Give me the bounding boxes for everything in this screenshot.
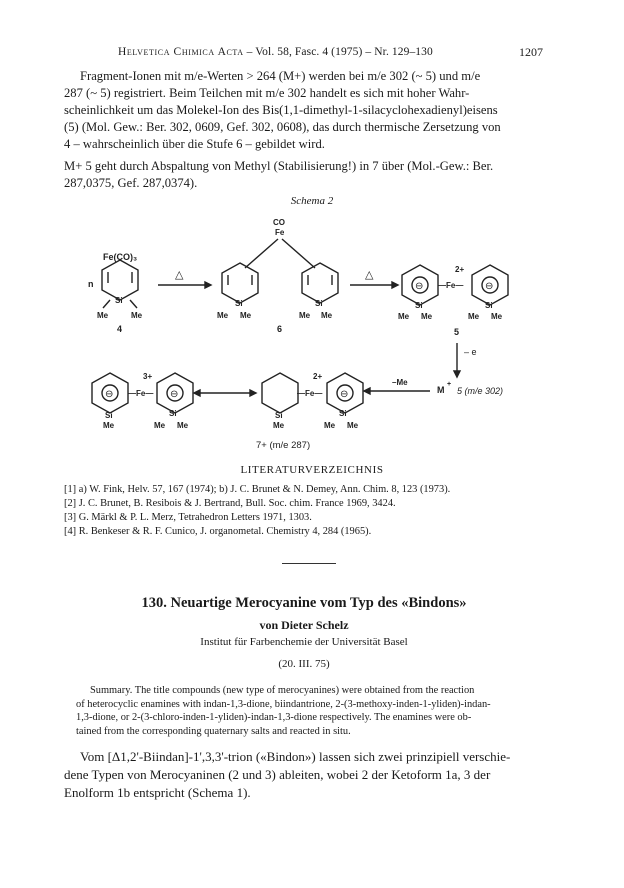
- si-label: Si: [115, 296, 123, 305]
- journal-name: Helvetica Chimica Acta: [118, 46, 244, 58]
- si-label: Si: [105, 411, 113, 420]
- charge-2plus: 2+: [455, 265, 465, 274]
- charge-2plus: 2+: [313, 372, 323, 381]
- reference-item: [3] G. Märkl & P. L. Merz, Tetrahedron Letters 1971, 1303.: [64, 512, 312, 523]
- me-label: Me: [154, 421, 166, 430]
- me-label: Me: [177, 421, 189, 430]
- heat-delta-symbol: △: [365, 269, 374, 281]
- article-institute: Institut für Farbenchemie der Universität Basel: [200, 636, 408, 648]
- me-label: Me: [491, 312, 503, 321]
- compound-4-label: 4: [117, 324, 123, 334]
- si-label: Si: [235, 299, 243, 308]
- fe-label: Fe: [275, 228, 285, 237]
- me-label: Me: [347, 421, 359, 430]
- compound-7-structure-a: [262, 372, 363, 430]
- anion-symbol: ⊖: [415, 281, 424, 292]
- compound-5-label: 5: [454, 327, 460, 337]
- co-label: CO: [273, 218, 285, 227]
- compound-5-mass-label: 5 (m/e 302): [457, 386, 504, 396]
- compound-6-structure: [217, 218, 338, 334]
- summary: [76, 684, 533, 738]
- text-line: Enolform 1b entspricht (Schema 1).: [64, 785, 251, 800]
- si-label: Si: [275, 411, 283, 420]
- me-label: Me: [217, 311, 229, 320]
- compound-6-label: 6: [277, 324, 283, 334]
- compound-5-structure: [398, 265, 508, 337]
- me-label: Me: [273, 421, 285, 430]
- paragraph-bindon: [64, 748, 544, 802]
- fe-bridge: —Fe—: [128, 389, 154, 398]
- n-label: n: [88, 279, 94, 289]
- reference-item: [1] a) W. Fink, Helv. 57, 167 (1974); b) J. C. Brunet & N. Demey, Ann. Chim. 8, 123 (1973).: [64, 484, 451, 495]
- svg-text:+: +: [447, 381, 452, 388]
- summary-line: 1,3-dione, or 2-(3-chloro-inden-1-yliden)-indan-1,3-dione respectively. The enamines were ob-: [76, 712, 472, 724]
- references-heading: LITERATURVERZEICHNIS: [240, 464, 384, 476]
- electron-loss-label: – e: [464, 347, 477, 357]
- text-line: M+ 5 geht durch Abspaltung von Methyl (Stabilisierung!) in 7 über (Mol.-Gew.: Ber.: [64, 159, 494, 173]
- reference-item: [4] R. Benkeser & R. F. Cunico, J. organometal. Chemistry 4, 284 (1965).: [64, 526, 372, 537]
- compound-7-structure-b: [92, 372, 193, 430]
- si-label: Si: [315, 299, 323, 308]
- me-label: Me: [321, 311, 333, 320]
- paragraph-methyl-loss: [64, 158, 544, 192]
- scheme-caption: Schema 2: [290, 195, 334, 207]
- me-label: Me: [324, 421, 336, 430]
- text-line: scheinlichkeit um das Molekel-Ion des Bis(1,1-dimethyl-1-silacyclohexadienyl)eisens: [64, 103, 498, 117]
- me-label: Me: [97, 311, 109, 320]
- reference-item: [2] J. C. Brunet, B. Resibois & J. Bertrand, Bull. Soc. chim. France 1969, 3424.: [64, 498, 396, 509]
- si-label: Si: [415, 301, 423, 310]
- summary-line: Summary. The title compounds (new type of merocyanines) were obtained from the reaction: [90, 685, 475, 696]
- reaction-scheme: [0, 205, 624, 455]
- text-line: dene Typen von Merocyaninen (2 und 3) ableiten, wobei 2 der Ketoform 1a, 3 der: [64, 767, 491, 782]
- anion-symbol: ⊖: [340, 389, 349, 400]
- me-label: Me: [240, 311, 252, 320]
- si-label: Si: [169, 409, 177, 418]
- compound-4-structure: [88, 252, 143, 334]
- me-label: Me: [131, 311, 143, 320]
- text-line: 4 – wahrscheinlich über die Stufe 6 – gebildet wird.: [64, 137, 325, 151]
- fe-bridge: —Fe—: [297, 389, 323, 398]
- page-number: 1207: [519, 45, 543, 59]
- article-title: 130. Neuartige Merocyanine vom Typ des «Bindons»: [141, 595, 467, 611]
- running-header: [118, 46, 538, 58]
- references-list: [64, 483, 544, 539]
- compound-7-label: 7+ (m/e 287): [256, 440, 311, 451]
- text-line: 287,0375, Gef. 287,0374).: [64, 176, 198, 190]
- text-line: 287 (~ 5) registriert. Beim Teilchen mit m/e 302 handelt es sich mit hoher Wahr-: [64, 86, 470, 100]
- paragraph-fragment-ions: [64, 68, 544, 153]
- me-label: Me: [398, 312, 410, 321]
- section-divider: [282, 563, 336, 564]
- summary-line: of heterocyclic enamines with indan-1,3-dione, biindantrione, 2-(3-methoxy-inden-1-yliden)-indan-: [76, 698, 491, 710]
- me-label: Me: [299, 311, 311, 320]
- article-date: (20. III. 75): [278, 658, 330, 670]
- fe-co3-label: Fe(CO)₃: [103, 252, 138, 262]
- me-label: Me: [103, 421, 115, 430]
- me-label: Me: [468, 312, 480, 321]
- anion-symbol: ⊖: [105, 389, 114, 400]
- article-author: von Dieter Schelz: [259, 618, 349, 632]
- text-line: (5) (Mol. Gew.: Ber. 302, 0609, Gef. 302, 0608), das durch thermische Zersetzung von: [64, 120, 501, 134]
- charge-3plus: 3+: [143, 372, 153, 381]
- anion-symbol: ⊖: [170, 389, 179, 400]
- summary-line: tained from the corresponding quaternary salts and reacted in situ.: [76, 725, 351, 737]
- m-plus-label: M: [437, 385, 445, 395]
- fe-bridge: —Fe—: [438, 281, 464, 290]
- si-label: Si: [339, 409, 347, 418]
- issue-info: – Vol. 58, Fasc. 4 (1975) – Nr. 129–130: [246, 46, 433, 58]
- me-label: Me: [421, 312, 433, 321]
- heat-delta-symbol: △: [175, 269, 184, 281]
- text-line: Fragment-Ionen mit m/e-Werten > 264 (M+) werden bei m/e 302 (~ 5) und m/e: [80, 69, 481, 83]
- anion-symbol: ⊖: [485, 281, 494, 292]
- si-label: Si: [485, 301, 493, 310]
- methyl-loss-label: –Me: [392, 378, 408, 387]
- text-line: Vom [Δ1,2'-Biindan]-1',3,3'-trion («Bindon») lassen sich zwei prinzipiell verschie-: [80, 749, 511, 764]
